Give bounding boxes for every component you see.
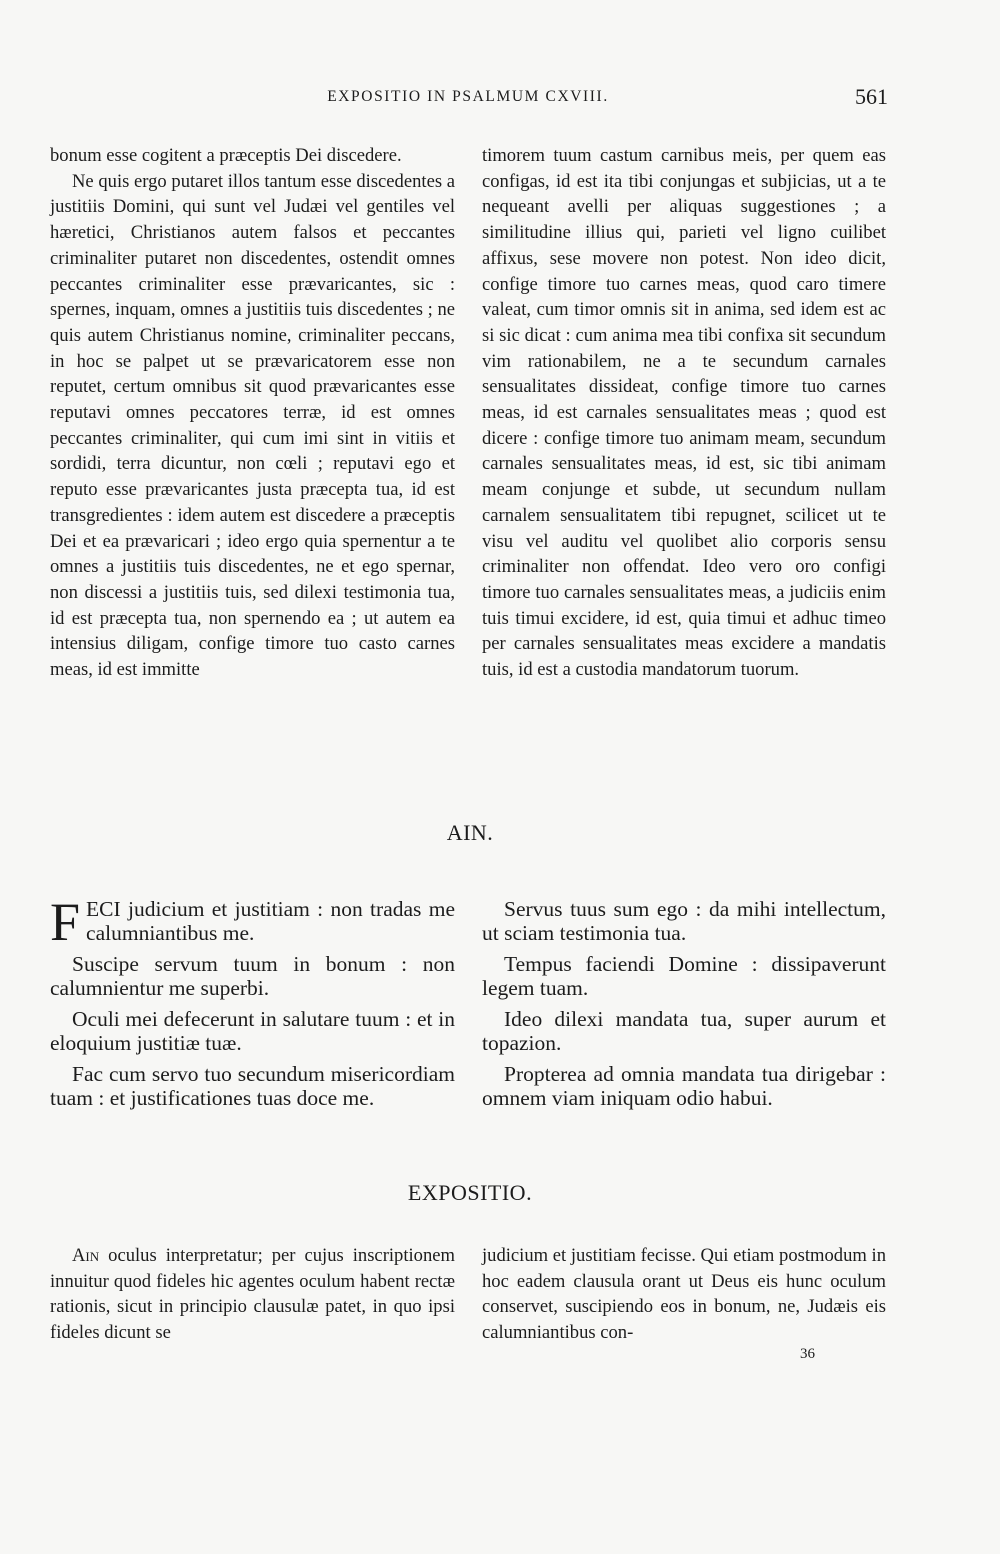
drop-cap: F — [50, 892, 81, 952]
verse — [50, 892, 455, 952]
commentary-column-right-bottom — [482, 1243, 886, 1346]
verse: Oculi mei defecerunt in salutare tuum : et in eloquium justitiæ tuæ. — [50, 1007, 455, 1055]
verse: Fac cum servo tuo secundum misericordiam tuam : et justificationes tuas doce me. — [50, 1062, 455, 1110]
paragraph: timorem tuum castum carnibus meis, per quem eas configas, id est ita tibi conjungas et subjicias, ut a te nequeant avelli per aliquas suggestiones ; a similitudine illius qui, parieti vel ligno cuilibet affixus, sese movere non potest. Non ideo dicit, confige timore tuo carnes meas, quod caro timere valeat, cum timor omnis sit in anima, sed idem est ac si sic dicat : cum anima mea tibi confixa sit secundum vim rationabilem, ne a te secundum carnales sensualitates dissideat, confige timore tuo carnes meas, id est carnales sensualitates meas ; quod est dicere : confige timore tuo animam meam, secundum carnales sensualitates meas, id est, sic tibi animam meam conjunge et subde, ut secundum nullam carnalem sensualitatem tibi repugnet, scilicet ut te visu vel auditu vel quolibet alio corporis sensu criminaliter non offendat. Ideo vero oro configi timore tuo carnales sensualitates meas, a judiciis enim tuis timui excidere, id est, quia timui et adhuc timeo per carnales sensualitates meas excidere a mandatis tuis, id est a custodia mandatorum tuorum. — [482, 145, 886, 681]
page-number: 561 — [855, 84, 888, 109]
verse: Suscipe servum tuum in bonum : non calumnientur me superbi. — [50, 952, 455, 1000]
psalm-verses-left — [50, 892, 455, 1118]
paragraph: bonum esse cogitent a præceptis Dei discedere. — [50, 145, 402, 166]
verse: Ideo dilexi mandata tua, super aurum et topazion. — [482, 1007, 886, 1055]
commentary-column-left-top — [50, 143, 455, 683]
verse-text: ECI judicium et justitiam : non tradas me calumniantibus me. — [86, 897, 455, 945]
running-title: EXPOSITIO IN PSALMUM CXVIII. — [327, 88, 609, 105]
paragraph — [50, 1243, 455, 1346]
section-heading-ain: AIN. — [446, 820, 494, 845]
verse: Tempus faciendi Domine : dissipaverunt legem tuam. — [482, 952, 886, 1000]
section-heading-expositio: EXPOSITIO. — [407, 1180, 533, 1205]
verse: Servus tuus sum ego : da mihi intellectum, ut sciam testimonia tua. — [482, 897, 886, 945]
paragraph-text: oculus interpretatur; per cujus inscriptionem innuitur quod fideles hic agentes oculum habent rectæ rationis, sicut in principio clausulæ patet, in quo ipsi fideles dicunt se — [50, 1245, 455, 1344]
lead-word: Ain — [72, 1245, 100, 1266]
paragraph: judicium et justitiam fecisse. Qui etiam postmodum in hoc eadem clausula orant ut Deus eis hunc oculum conservet, suscipiendo eos in bonum, ne, Judæis eis calumniantibus con- — [482, 1245, 886, 1344]
paragraph: Ne quis ergo putaret illos tantum esse discedentes a justitiis Domini, qui sunt vel Judæi vel gentiles vel hæretici, Christianos autem falsos et peccantes criminaliter putaret non discedentes, ostendit omnes peccantes criminaliter esse prævaricantes, sic : spernes, inquam, omnes a justitiis tuis discedentes ; ne quis autem Christianus nomine, criminaliter peccans, in hoc se palpet ut se prævaricatorem esse non reputet, certum omnibus sit quod prævaricantes esse reputavi omnes peccatores terræ, id est omnes peccantes criminaliter, qui cum imi sint in vitiis et sordidi, terra dicuntur, non cœli ; reputavi ego et reputo esse prævaricantes justa præcepta tua, id est transgredientes : idem autem est discedere a præceptis Dei et ea prævaricari ; ideo ergo quia spernentur a te omnes a justitiis tuis discedentes, ne et ego spernar, non discessi a justitiis tuis, sed dilexi testimonia tua, id est præcepta tua, non spernendo ea ; ut autem ea intensius diligam, confige timore tuo casto carnes meas, id est immitte — [50, 170, 455, 681]
commentary-column-right-top — [482, 143, 886, 683]
psalm-verses-right — [482, 898, 886, 1118]
signature-mark: 36 — [800, 1346, 815, 1362]
commentary-column-left-bottom — [50, 1243, 455, 1346]
verse: Propterea ad omnia mandata tua dirigebar : omnem viam iniquam odio habui. — [482, 1062, 886, 1110]
